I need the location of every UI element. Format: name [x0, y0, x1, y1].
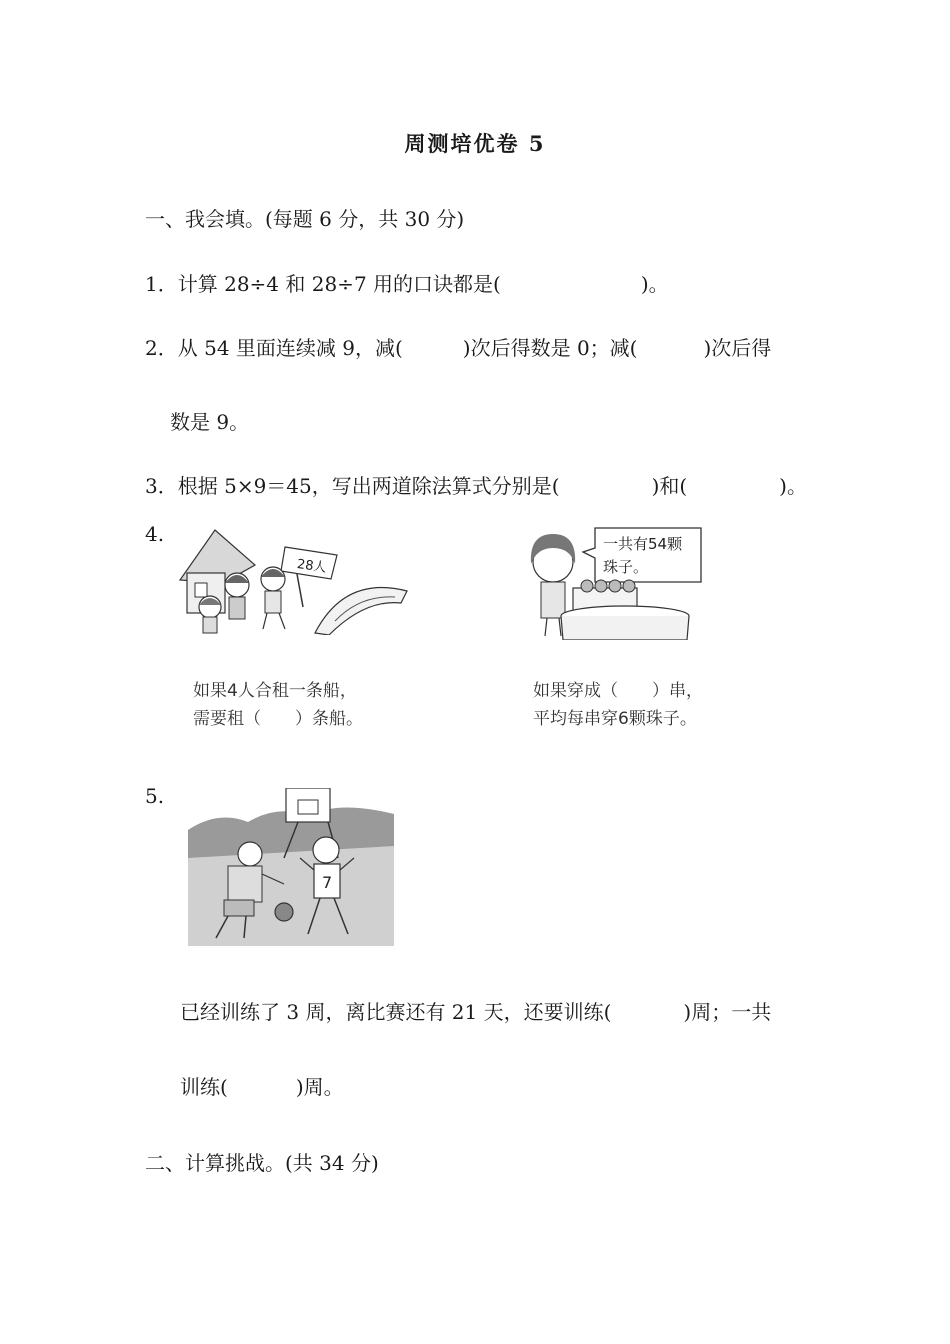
q5-text-d: )周。 — [295, 1075, 344, 1099]
q2-text-d: 数是 9。 — [170, 410, 250, 434]
q4-left-caption-2: 需要租（ ）条船。 — [193, 709, 363, 729]
round-table — [561, 606, 689, 640]
jersey-number: 7 — [322, 873, 333, 892]
q4-right-caption-2: 平均每串穿6颗珠子。 — [533, 709, 697, 729]
q4-right-caption-1: 如果穿成（ ）串， — [533, 681, 703, 701]
section2-heading: 二、计算挑战。(共 34 分) — [145, 1151, 379, 1175]
q5-line-1 — [180, 996, 771, 1025]
q2-text-c: )次后得 — [703, 336, 772, 360]
speech-bubble — [583, 528, 701, 582]
question-1 — [145, 268, 669, 297]
q2-text-b: )次后得数是 0；减( — [462, 336, 638, 360]
q5-text-b: )周；一共 — [683, 1000, 772, 1024]
q1-text-a: 计算 28÷4 和 28÷7 用的口诀都是( — [177, 272, 501, 296]
bubble-text-2: 珠子。 — [603, 558, 649, 576]
q2-number: 2． — [145, 336, 178, 360]
sign-label: 28人 — [295, 556, 328, 576]
section1-heading: 一、我会填。(每题 6 分，共 30 分) — [145, 207, 465, 231]
boat-rental-illustration — [175, 525, 415, 635]
basketball-illustration — [188, 788, 394, 946]
q3-text-c: )。 — [779, 474, 807, 498]
page-title: 周测培优卷 5 — [404, 131, 546, 156]
q1-text-b: )。 — [640, 272, 669, 296]
question-3 — [145, 470, 807, 499]
q3-text-b: )和( — [651, 474, 688, 498]
q1-number: 1． — [145, 272, 178, 296]
q4-number: 4. — [145, 522, 165, 546]
bubble-text-1: 一共有54颗 — [603, 535, 683, 553]
q4-left-caption-1: 如果4人合租一条船， — [193, 681, 357, 701]
beads-illustration — [515, 522, 705, 640]
q3-text-a: 根据 5×9＝45，写出两道除法算式分别是( — [177, 474, 560, 498]
q5-line-2 — [180, 1071, 344, 1100]
q5-text-a: 已经训练了 3 周，离比赛还有 21 天，还要训练( — [180, 1000, 612, 1024]
question-2 — [145, 332, 771, 361]
q5-text-c: 训练( — [180, 1075, 228, 1099]
basketball — [275, 903, 293, 921]
q3-number: 3． — [145, 474, 178, 498]
sign-board — [281, 547, 337, 607]
q2-text-a: 从 54 里面连续减 9，减( — [177, 336, 403, 360]
q5-number: 5. — [145, 784, 165, 808]
rowboat — [315, 588, 407, 635]
